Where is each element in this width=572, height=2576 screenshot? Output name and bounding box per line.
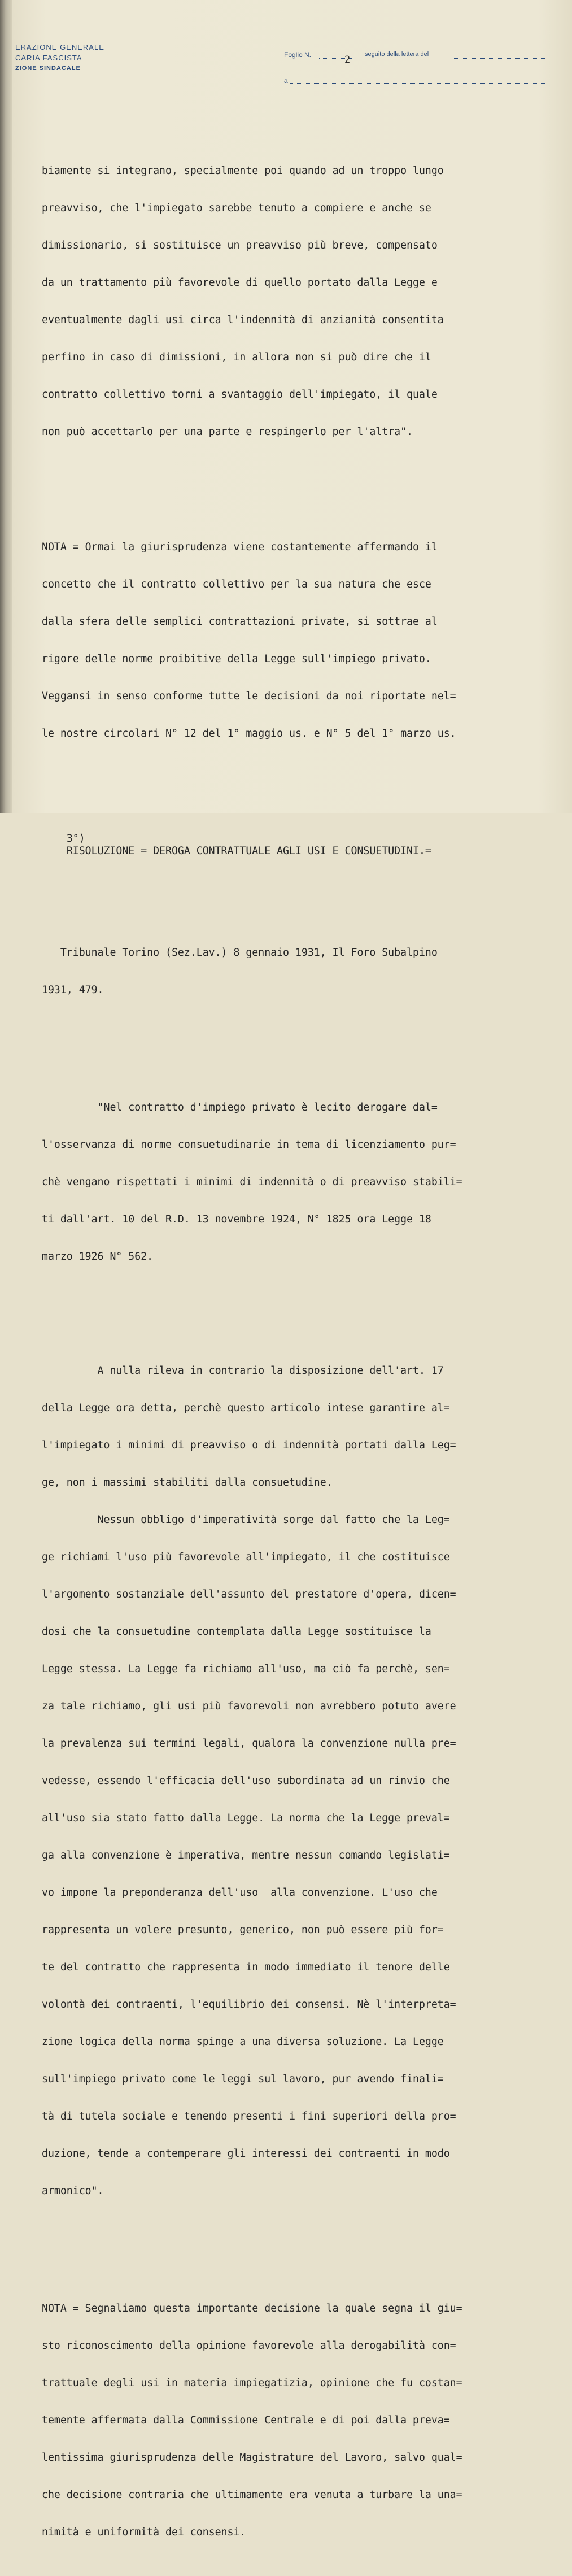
nota-1: [42, 516, 544, 765]
nota-2: [42, 2278, 544, 2564]
text-line: trattuale degli usi in materia impiegatizia, opinione che fu costan=: [42, 2377, 462, 2389]
text-line: NOTA = Segnaliamo questa importante decisione la quale segna il giu=: [42, 2303, 462, 2314]
text-line: biamente si integrano, specialmente poi quando ad un troppo lungo: [42, 165, 444, 177]
letterhead-line-2: CARIA FASCISTA: [15, 54, 82, 62]
page-binding-edge: [0, 0, 12, 813]
text-line: duzione, tende a contemperare gli interessi dei contraenti in modo: [42, 2148, 450, 2160]
text-line: 1931, 479.: [42, 984, 104, 996]
text-line: "Nel contratto d'impiego privato è lecito derogare dal=: [42, 1102, 438, 1113]
text-line: concetto che il contratto collettivo per la sua natura che esce: [42, 578, 431, 590]
letterhead: [15, 42, 104, 74]
text-line: vedesse, essendo l'efficacia dell'uso subordinata ad un rinvio che: [42, 1775, 450, 1787]
text-line: temente affermata dalla Commissione Centrale e di poi dalla preva=: [42, 2414, 450, 2426]
text-line: rappresenta un volere presunto, generico, non può essere più for=: [42, 1924, 444, 1936]
text-line: Nessun obbligo d'imperatività sorge dal fatto che la Leg=: [42, 1514, 450, 1526]
text-line: tà di tutela sociale e tenendo presenti i fini superiori della pro=: [42, 2111, 456, 2122]
quote-paragraph-1: [42, 1077, 544, 1288]
text-line: A nulla rileva in contrario la disposizione dell'art. 17: [42, 1365, 444, 1377]
document-body: [42, 115, 544, 2576]
text-line: zione logica della norma spinge a una diversa soluzione. La Legge: [42, 2036, 444, 2048]
text-line: ga alla convenzione è imperativa, mentre nessun comando legislati=: [42, 1850, 450, 1861]
foglio-label: Foglio N.: [284, 51, 312, 59]
text-line: all'uso sia stato fatto dalla Legge. La norma che la Legge preval=: [42, 1812, 450, 1824]
text-line: da un trattamento più favorevole di quello portato dalla Legge e: [42, 277, 438, 289]
section-heading: [42, 820, 544, 870]
recipient-label: a: [284, 77, 288, 85]
text-line: sto riconoscimento della opinione favorevole alla derogabilità con=: [42, 2340, 456, 2352]
text-line: l'osservanza di norme consuetudinarie in tema di licenziamento pur=: [42, 1139, 456, 1151]
page-number: 2: [344, 54, 351, 66]
quote-paragraph-2: [42, 1340, 544, 2222]
text-line: chè vengano rispettati i minimi di indennità o di preavviso stabili=: [42, 1176, 462, 1188]
text-line: marzo 1926 N° 562.: [42, 1251, 154, 1263]
seguito-dotted-line: [452, 58, 545, 59]
text-line: eventualmente dagli usi circa l'indennità di anzianità consentita: [42, 314, 444, 326]
text-line: dalla sfera delle semplici contrattazioni private, si sottrae al: [42, 616, 438, 628]
text-line: volontà dei contraenti, l'equilibrio dei consensi. Nè l'interpreta=: [42, 1999, 456, 2011]
text-line: armonico".: [42, 2185, 104, 2197]
text-line: perfino in caso di dimissioni, in allora non si può dire che il: [42, 351, 431, 363]
text-line: vo impone la preponderanza dell'uso alla convenzione. L'uso che: [42, 1887, 438, 1899]
text-line: della Legge ora detta, perchè questo articolo intese garantire al=: [42, 1402, 450, 1414]
text-line: Veggansi in senso conforme tutte le decisioni da noi riportate nel=: [42, 690, 456, 702]
text-line: le nostre circolari N° 12 del 1° maggio us. e N° 5 del 1° marzo us.: [42, 728, 456, 739]
seguito-label: seguito della lettera del: [365, 51, 429, 58]
text-line: contratto collettivo torni a svantaggio dell'impiegato, il quale: [42, 389, 438, 401]
text-line: Tribunale Torino (Sez.Lav.) 8 gennaio 1931, Il Foro Subalpino: [42, 947, 438, 959]
recipient-dotted-line: [290, 83, 545, 84]
section-number: 3°): [66, 833, 85, 845]
text-line: nimità e uniformità dei consensi.: [42, 2526, 246, 2538]
text-line: la prevalenza sui termini legali, qualora la convenzione nulla pre=: [42, 1738, 456, 1750]
text-line: sull'impiego privato come le leggi sul lavoro, pur avendo finali=: [42, 2073, 444, 2085]
foglio-header: [284, 51, 544, 85]
text-line: ti dall'art. 10 del R.D. 13 novembre 1924, N° 1825 ora Legge 18: [42, 1213, 431, 1225]
text-line: dimissionario, si sostituisce un preavviso più breve, compensato: [42, 240, 438, 251]
text-line: lentissima giurisprudenza delle Magistrature del Lavoro, salvo qual=: [42, 2452, 462, 2464]
section-title: RISOLUZIONE = DEROGA CONTRATTUALE AGLI USI E CONSUETUDINI.=: [66, 845, 431, 857]
citation: [42, 922, 544, 1021]
text-line: za tale richiamo, gli usi più favorevoli non avrebbero potuto avere: [42, 1700, 456, 1712]
text-line: rigore delle norme proibitive della Legge sull'impiego privato.: [42, 653, 431, 665]
paragraph-1: [42, 140, 544, 463]
letterhead-line-1: ERAZIONE GENERALE: [15, 43, 104, 51]
text-line: preavviso, che l'impiegato sarebbe tenuto a compiere e anche se: [42, 202, 431, 214]
text-line: ge richiami l'uso più favorevole all'impiegato, il che costituisce: [42, 1551, 450, 1563]
text-line: NOTA = Ormai la giurisprudenza viene costantemente affermando il: [42, 541, 438, 553]
letterhead-line-3: ZIONE SINDACALE: [15, 65, 81, 72]
text-line: l'argomento sostanziale dell'assunto del prestatore d'opera, dicen=: [42, 1589, 456, 1600]
text-line: che decisione contraria che ultimamente era venuta a turbare la una=: [42, 2489, 462, 2501]
text-line: te del contratto che rappresenta in modo immediato il tenore delle: [42, 1961, 450, 1973]
text-line: dosi che la consuetudine contemplata dalla Legge sostituisce la: [42, 1626, 431, 1638]
text-line: l'impiegato i minimi di preavviso o di indennità portati dalla Leg=: [42, 1439, 456, 1451]
text-line: Legge stessa. La Legge fa richiamo all'uso, ma ciò fa perchè, sen=: [42, 1663, 450, 1675]
text-line: non può accettarlo per una parte e respingerlo per l'altra".: [42, 426, 413, 438]
text-line: ge, non i massimi stabiliti dalla consuetudine.: [42, 1477, 333, 1489]
